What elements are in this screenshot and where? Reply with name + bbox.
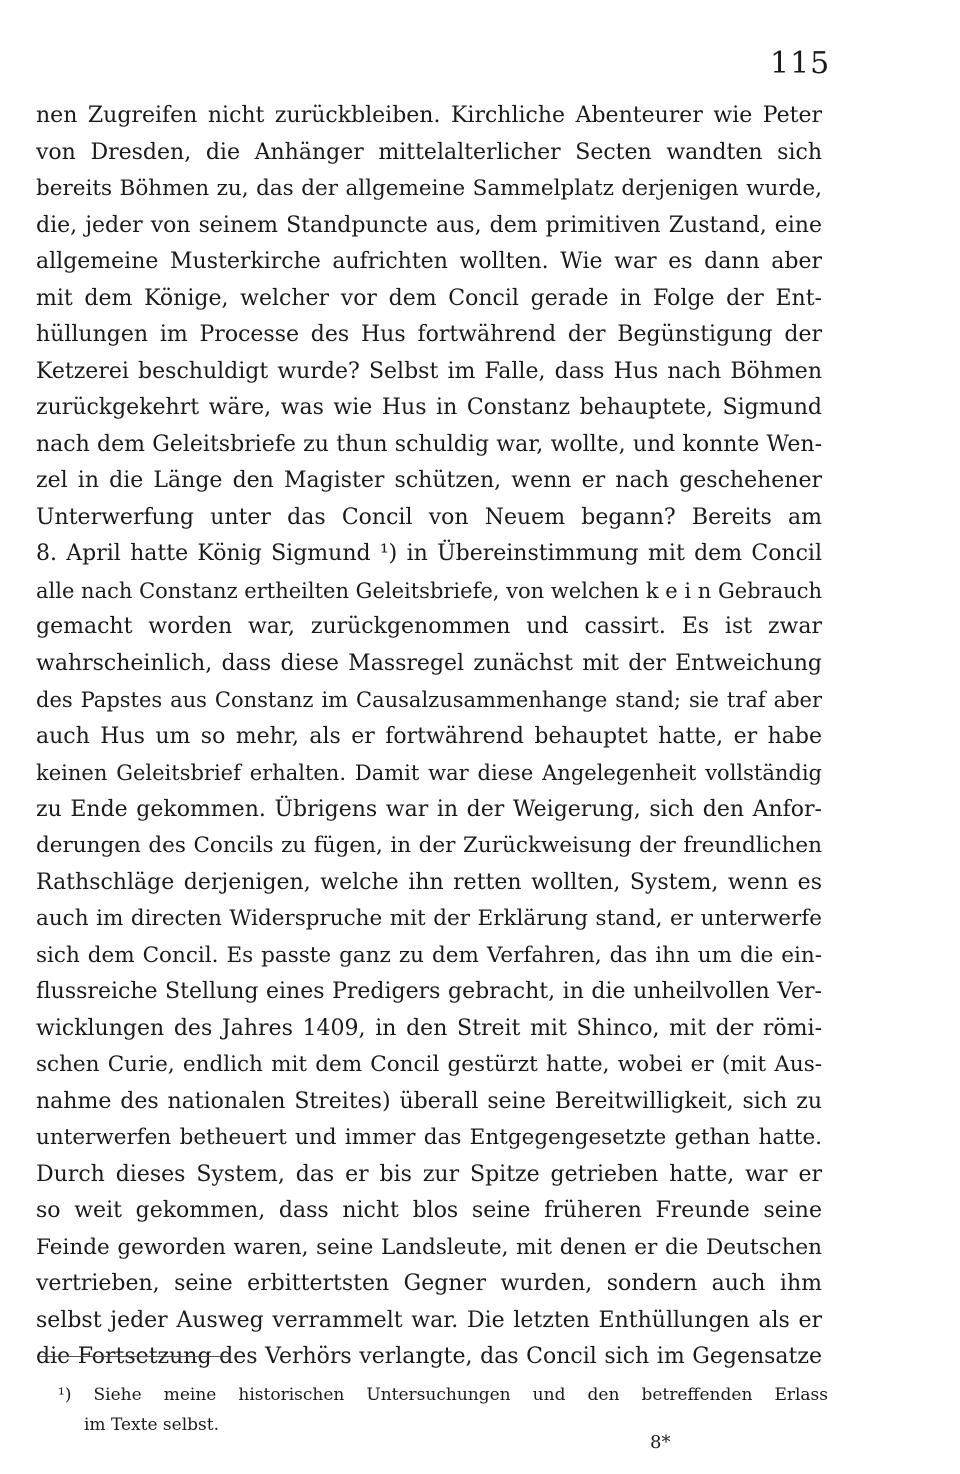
text-line: wicklungen des Jahres 1409, in den Streit mit Shinco, mit der römi-: [36, 1015, 822, 1041]
text-line: 8. April hatte König Sigmund ¹) in Übereinstimmung mit dem Concil: [36, 541, 822, 566]
text-line: nahme des nationalen Streites) überall seine Bereitwilligkeit, sich zu: [36, 1088, 822, 1114]
printer-signature-mark: 8*: [650, 1432, 671, 1453]
text-line: hüllungen im Processe des Hus fortwährend der Begünstigung der: [36, 322, 822, 347]
text-line: schen Curie, endlich mit dem Concil gestürzt hatte, wobei er (mit Aus-: [36, 1052, 822, 1077]
text-line: zel in die Länge den Magister schützen, wenn er nach geschehener: [36, 468, 822, 493]
body-text: [36, 98, 822, 1376]
text-line: nach dem Geleitsbriefe zu thun schuldig war, wollte, und konnte Wen-: [36, 431, 822, 457]
text-line: bereits Böhmen zu, das der allgemeine Sammelplatz derjenigen wurde,: [36, 176, 822, 201]
text-line: alle nach Constanz ertheilten Geleitsbriefe, von welchen k e i n Gebrauch: [36, 578, 822, 603]
footnotes: [58, 1380, 828, 1440]
text-line: keinen Geleitsbrief erhalten. Damit war diese Angelegenheit vollständig: [36, 761, 822, 785]
text-line: wahrscheinlich, dass diese Massregel zunächst mit der Entweichung: [36, 650, 822, 676]
text-line: die Fortsetzung des Verhörs verlangte, das Concil sich im Gegensatze: [36, 1344, 822, 1369]
text-line: Durch dieses System, das er bis zur Spitze getrieben hatte, war er: [36, 1161, 822, 1187]
text-line: nen Zugreifen nicht zurückbleiben. Kirchliche Abenteurer wie Peter: [36, 103, 822, 128]
text-line: unterwerfen betheuert und immer das Entgegengesetzte gethan hatte.: [36, 1125, 822, 1150]
text-line: die, jeder von seinem Standpuncte aus, dem primitiven Zustand, eine: [36, 212, 822, 238]
text-line: Unterwerfung unter das Concil von Neuem begann? Bereits am: [36, 504, 822, 530]
text-line: derungen des Concils zu fügen, in der Zurückweisung der freundlichen: [36, 833, 822, 858]
text-line: des Papstes aus Constanz im Causalzusammenhange stand; sie traf aber: [36, 688, 822, 712]
text-line: so weit gekommen, dass nicht blos seine früheren Freunde seine: [36, 1198, 822, 1223]
text-line: auch im directen Widerspruche mit der Erklärung stand, er unterwerfe: [36, 906, 822, 931]
text-line: auch Hus um so mehr, als er fortwährend behauptet hatte, er habe: [36, 723, 822, 749]
page-number: 115: [770, 46, 831, 81]
text-line: vertrieben, seine erbittertsten Gegner wurden, sondern auch ihm: [36, 1271, 822, 1296]
text-line: mit dem Könige, welcher vor dem Concil gerade in Folge der Ent-: [36, 285, 822, 311]
text-line: von Dresden, die Anhänger mittelalterlicher Secten wandten sich: [36, 139, 822, 165]
text-line: selbst jeder Ausweg verrammelt war. Die letzten Enthüllungen als er: [36, 1307, 822, 1333]
text-line: allgemeine Musterkirche aufrichten wollten. Wie war es dann aber: [36, 249, 822, 274]
footnote-divider: [40, 1356, 230, 1357]
text-line: flussreiche Stellung eines Predigers gebracht, in die unheilvollen Ver-: [36, 979, 822, 1004]
text-line: gemacht worden war, zurückgenommen und cassirt. Es ist zwar: [36, 614, 822, 639]
footnote-line: im Texte selbst.: [84, 1415, 219, 1435]
text-line: sich dem Concil. Es passte ganz zu dem Verfahren, das ihn um die ein-: [36, 942, 822, 968]
footnote-line: ¹) Siehe meine historischen Untersuchungen und den betreffenden Erlass: [58, 1385, 828, 1405]
text-line: Ketzerei beschuldigt wurde? Selbst im Falle, dass Hus nach Böhmen: [36, 358, 822, 384]
text-line: zurückgekehrt wäre, was wie Hus in Constanz behauptete, Sigmund: [36, 395, 822, 420]
text-line: Rathschläge derjenigen, welche ihn retten wollten, System, wenn es: [36, 869, 822, 895]
text-line: zu Ende gekommen. Übrigens war in der Weigerung, sich den Anfor-: [36, 796, 822, 822]
text-line: Feinde geworden waren, seine Landsleute, mit denen er die Deutschen: [36, 1234, 822, 1260]
